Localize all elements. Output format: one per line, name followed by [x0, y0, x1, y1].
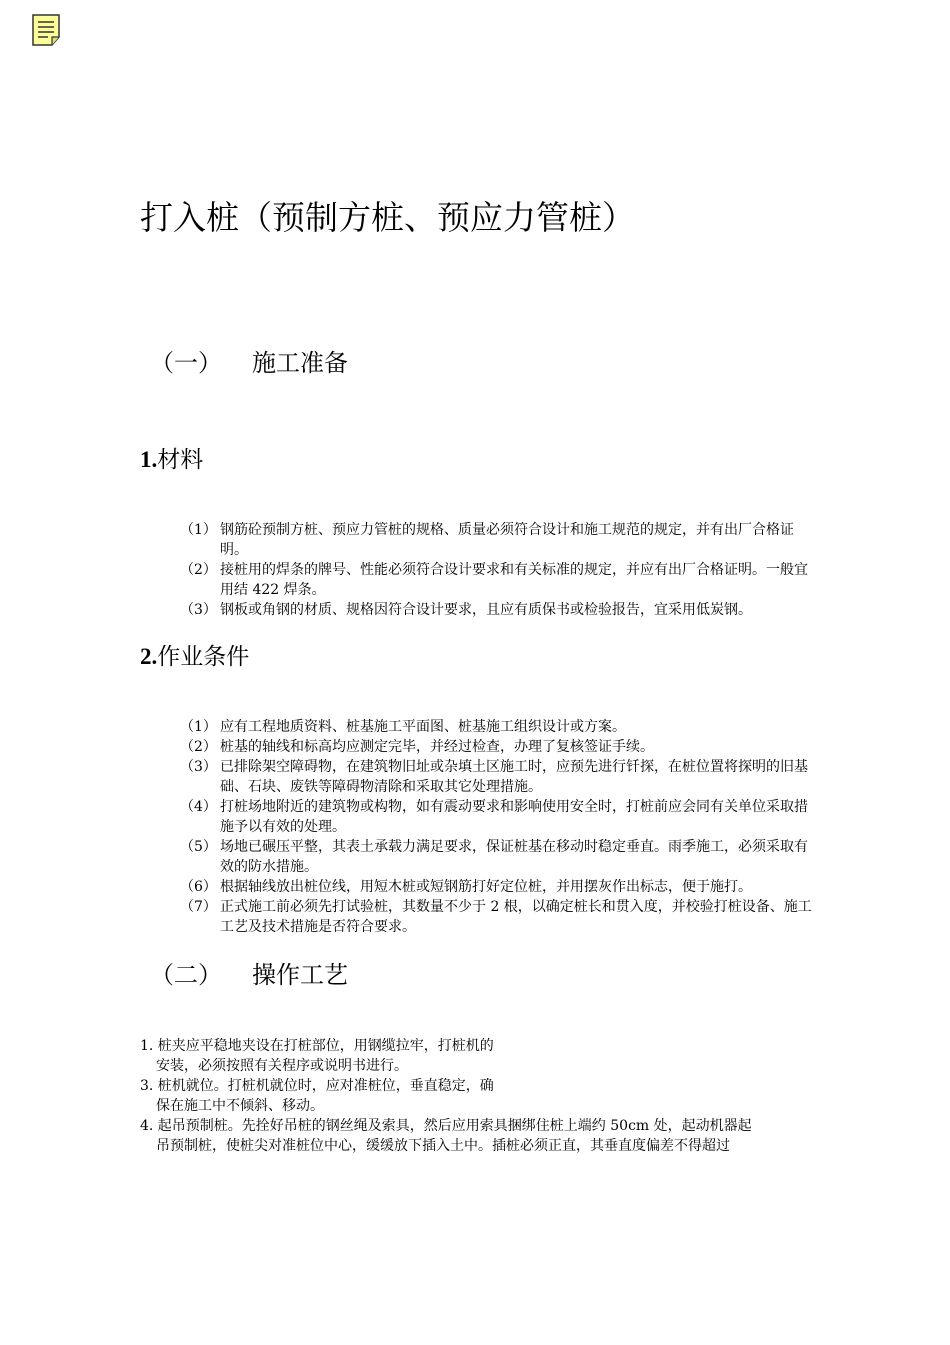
list-item [180, 897, 820, 937]
subsection-number: 2. [140, 644, 158, 669]
item-text: 场地已碾压平整，其表土承载力满足要求，保证桩基在移动时稳定垂直。雨季施工，必须采取有效的防水措施。 [220, 839, 808, 875]
materials-list [180, 520, 820, 620]
list-item [180, 797, 820, 837]
document-title: 打入桩（预制方桩、预应力管桩） [140, 198, 635, 237]
item-text: 正式施工前必须先打试验桩，其数量不少于 2 根，以确定桩长和贯入度，并校验打桩设备、施工工艺及技术措施是否符合要求。 [220, 899, 812, 935]
item-number: （2） [180, 739, 217, 755]
subsection-heading-materials [140, 445, 203, 475]
section-number: （二） [150, 961, 222, 989]
step-item [140, 1076, 820, 1116]
subsection-number: 1. [140, 447, 158, 472]
item-text: 已排除架空障碍物，在建筑物旧址或杂填土区施工时，应预先进行钎探，在桩位置将探明的旧基础、石块、废铁等障碍物清除和采取其它处理措施。 [220, 759, 808, 795]
step-item [140, 1036, 820, 1076]
step-item [140, 1116, 820, 1156]
step-continuation: 安装，必须按照有关程序或说明书进行。 [156, 1058, 408, 1074]
item-number: （3） [180, 759, 217, 775]
item-number: （4） [180, 799, 217, 815]
item-number: （2） [180, 562, 217, 578]
list-item [180, 520, 820, 560]
section-number: （一） [150, 349, 222, 377]
section-heading-2 [150, 959, 348, 991]
list-item [180, 877, 820, 897]
item-number: （1） [180, 719, 217, 735]
list-item [180, 560, 820, 600]
step-text: 1. 桩夹应平稳地夹设在打桩部位，用钢缆拉牢，打桩机的 [140, 1038, 494, 1054]
item-number: （3） [180, 602, 217, 618]
list-item [180, 757, 820, 797]
section-label: 施工准备 [252, 349, 348, 377]
subsection-heading-conditions [140, 642, 249, 672]
section-label: 操作工艺 [252, 961, 348, 989]
list-item [180, 737, 820, 757]
step-text: 4. 起吊预制桩。先拴好吊桩的钢丝绳及索具，然后应用索具捆绑住桩上端约 50cm 处，起动机器起 [140, 1118, 752, 1134]
list-item [180, 600, 820, 620]
subsection-label: 作业条件 [157, 644, 250, 670]
item-text: 钢板或角钢的材质、规格因符合设计要求，且应有质保书或检验报告，宜采用低炭钢。 [220, 602, 752, 618]
item-text: 桩基的轴线和标高均应测定完毕，并经过检查，办理了复核签证手续。 [220, 739, 654, 755]
item-text: 应有工程地质资料、桩基施工平面图、桩基施工组织设计或方案。 [220, 719, 626, 735]
conditions-list [180, 717, 820, 937]
item-text: 根据轴线放出桩位线，用短木桩或短钢筋打好定位桩，并用摆灰作出标志，便于施打。 [220, 879, 752, 895]
item-number: （5） [180, 839, 217, 855]
step-continuation: 保在施工中不倾斜、移动。 [156, 1098, 324, 1114]
item-number: （7） [180, 899, 217, 915]
item-text: 钢筋砼预制方桩、预应力管桩的规格、质量必须符合设计和施工规范的规定，并有出厂合格证明。 [220, 522, 794, 558]
list-item [180, 837, 820, 877]
item-number: （1） [180, 522, 217, 538]
item-text: 接桩用的焊条的牌号、性能必须符合设计要求和有关标准的规定，并应有出厂合格证明。一般宜用结 422 焊条。 [220, 562, 808, 598]
item-number: （6） [180, 879, 217, 895]
operation-steps [140, 1036, 820, 1156]
section-heading-1 [150, 347, 348, 379]
subsection-label: 材料 [157, 447, 204, 473]
step-text: 3. 桩机就位。打桩机就位时，应对准桩位，垂直稳定，确 [140, 1078, 494, 1094]
step-continuation: 吊预制桩，使桩尖对准桩位中心，缓缓放下插入土中。插桩必须正直，其垂直度偏差不得超过 [156, 1138, 730, 1154]
list-item [180, 717, 820, 737]
item-text: 打桩场地附近的建筑物或构物，如有震动要求和影响使用安全时，打桩前应会同有关单位采取措施予以有效的处理。 [220, 799, 808, 835]
note-icon[interactable] [32, 14, 60, 46]
